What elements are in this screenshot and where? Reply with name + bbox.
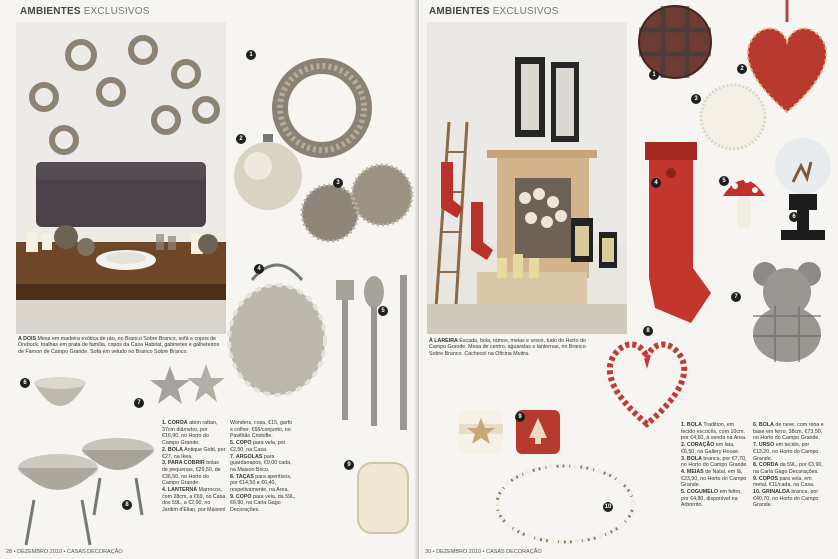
item-number-5: 5 [719, 176, 729, 186]
star-napkin-rings-image [150, 362, 225, 412]
item-number-5: 5 [378, 306, 388, 316]
list-item: 5. COGUMELO em feltro, por €4,80, disponível na Arborrito. [681, 489, 742, 509]
item-number-1: 1 [246, 50, 256, 60]
list-item: 8. TAÇAS para aperitivos, por €14,50 e €6,40, respetivamente, na Area. [230, 473, 292, 494]
right-page-header [429, 6, 559, 17]
right-photo-caption [429, 338, 589, 357]
list-item: 2. BOLA Antique Gold, por €27, na Ikea. [162, 446, 226, 460]
white-berry-garland-image [485, 452, 645, 556]
item-number-3: 3 [691, 94, 701, 104]
list-item: 4. LANTERNA Marrocos, com 28cm, a €69, no Casa dos 59L, a €2,90, no Jardim d'Elian, por Maisoni [162, 487, 226, 514]
list-item: Wonders, cosa, €15, garfo e colher, €66/conjunto, no Pavilhão Cristofle. [230, 420, 293, 440]
cutlery-image [330, 270, 418, 440]
item-number-3: 3 [333, 178, 343, 188]
list-item: 6. BOLA de neve, com rena e base em ferro, 38cm, €73,50, no Horto do Campo Grande. [753, 422, 824, 442]
plaid-teddy-bear-image [735, 256, 837, 366]
item-number-8: 8 [122, 500, 132, 510]
item-number-10: 10 [604, 504, 612, 510]
right-page [419, 0, 838, 559]
item-number-4: 4 [651, 178, 661, 188]
lantern-image [222, 250, 332, 400]
caption-bold: À LAREIRA [429, 338, 458, 344]
white-candle-cup-image [455, 404, 507, 458]
right-product-list-col2 [753, 422, 825, 509]
left-footer: 28 • DEZEMBRO 2010 • CASAS DECORAÇÃO [6, 549, 123, 555]
berry-heart-image [599, 320, 695, 432]
list-item: 5. COPO para vela, por €2,50, na Casa. [230, 440, 286, 453]
silver-bowl-image [30, 375, 90, 417]
caption-bold: A DOIS [18, 336, 37, 342]
left-page-header [20, 6, 150, 17]
item-number-7: 7 [731, 292, 741, 302]
item-number-6: 6 [789, 212, 799, 222]
list-item: 10. GRINALDA branca, por €40,70, no Horto do Campo Grande. [753, 489, 819, 509]
caption-text: Mesa em madeira exótica de ráo, no Branco Sobre Branco, sofá e copos de Orebock, toalhas em prata de família, copos da Casa Habitat, gabinetes e galheteiros de Farnon de Campo Grande. Sofá em veludo no Branco Sobre Branco. [18, 336, 220, 355]
header-bold: AMBIENTES [20, 6, 81, 17]
list-item: 1. COROA atém rattan, 37cm diâmetro, por €16,90, no Horto do Campo Grande. [162, 420, 218, 447]
list-item: 1. BOLA Tradition, em tecido escocês, com 10cm, por €4,60, à venda na Area. [681, 422, 747, 442]
left-photo-caption [18, 336, 224, 355]
list-item: 8. CORDA da 59L, por €3,90, na Carla Gago Decorações. [753, 462, 823, 475]
left-product-list-col2 [230, 420, 296, 514]
list-item: 9. COPO para vela, da 59L, €6,90, na Carla Gago Decorações. [230, 493, 296, 514]
dining-room-photo [16, 22, 226, 334]
list-item: 4. MEIAS de Natal, em lã, €23,90, no Horto do Campo Grande. [681, 468, 747, 489]
right-footer: 30 • DEZEMBRO 2010 • CASAS DECORAÇÃO [425, 549, 542, 555]
snow-globe-image [771, 132, 835, 256]
list-item: 9. COPOS para vela, em metal, €11/cada, na Casa. [753, 475, 815, 489]
list-item: 3. BOLA branca, por €7,70, no Horto do Campo Grande. [681, 455, 748, 469]
header-rest: EXCLUSIVOS [83, 6, 150, 17]
list-item: 2. CORAÇÃO em lata, €6,50, na Gallery House. [681, 442, 740, 455]
left-product-list [162, 420, 226, 514]
item-number-9: 9 [344, 460, 354, 470]
list-item: 3. PARA COBRIR bolas de pequenas, €29,50, de €36,50, no Horto do Campo Grande. [162, 460, 221, 487]
item-number-7: 7 [134, 398, 144, 408]
caption-text: Escada, bola, ramos, meias e ursos, tudo do Horto do Campo Grande. Mesa de centro, aguarelas e lanternas, no Branco Sobre Branco. Cachecol na Oficina Muitra. [429, 338, 586, 357]
item-number-1: 1 [649, 70, 659, 80]
item-number-9: 9 [515, 412, 525, 422]
item-number-2: 2 [236, 134, 246, 144]
header-rest: EXCLUSIVOS [492, 6, 559, 17]
glass-candleholder-image [350, 458, 416, 538]
red-stocking-image [631, 128, 715, 328]
list-item: 7. URSO em tecido, por €13,20, no Horto do Campo Grande. [753, 442, 819, 462]
right-product-list [681, 422, 749, 509]
footed-bowls-image [8, 420, 158, 550]
fireplace-photo [427, 22, 627, 334]
item-number-6: 6 [20, 378, 30, 388]
item-number-8: 8 [643, 326, 653, 336]
header-bold: AMBIENTES [429, 6, 490, 17]
tartan-bauble-image [635, 2, 715, 82]
pinecone-balls-image [290, 155, 418, 247]
list-item: 7. ARGOLAS para guardanapos, €9,00 cada, na Maison Brico. [230, 453, 292, 473]
item-number-2: 2 [737, 64, 747, 74]
item-number-4: 4 [254, 264, 264, 274]
left-page [0, 0, 418, 559]
